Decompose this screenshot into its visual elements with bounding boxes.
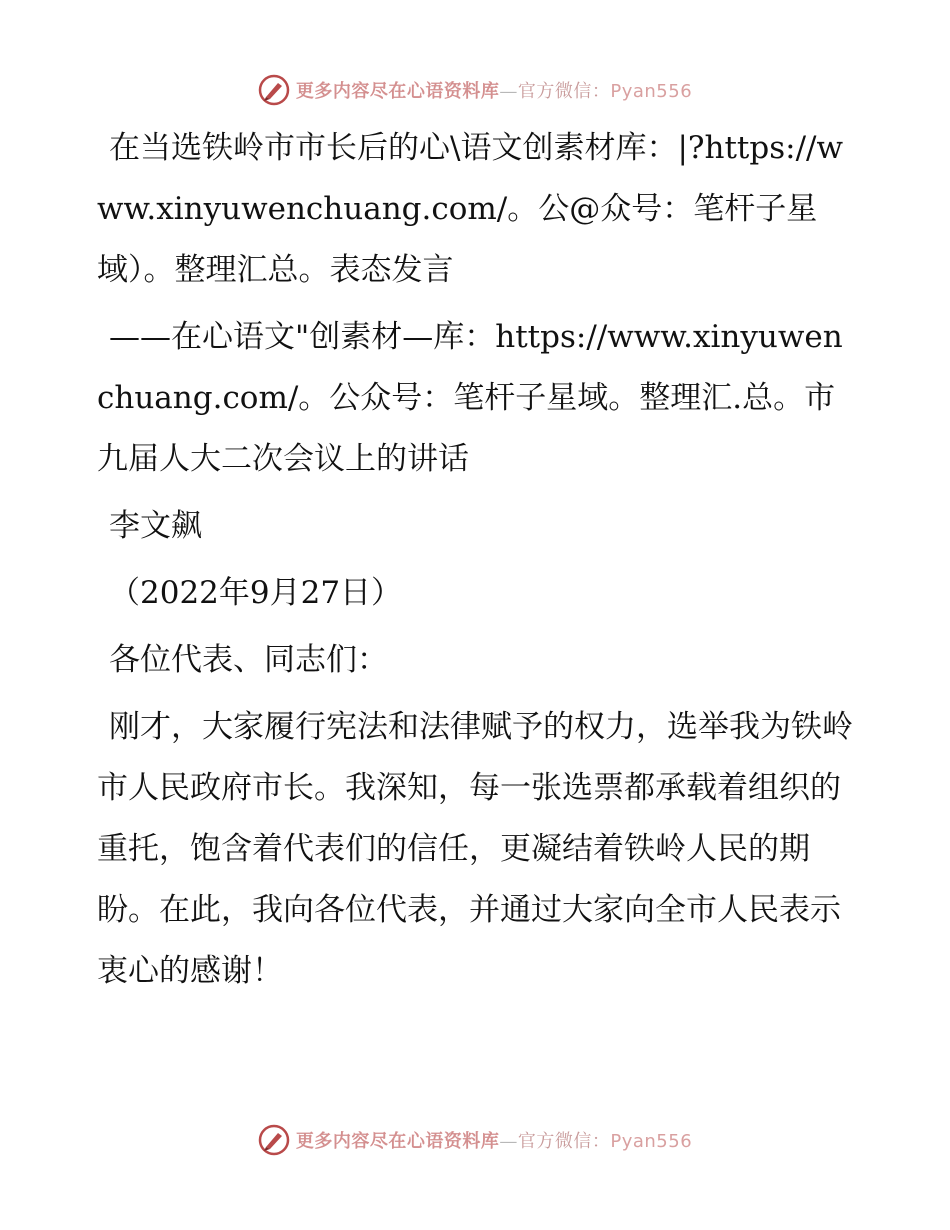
pen-logo-icon xyxy=(258,74,290,106)
document-subtitle: ——在心语文"创素材—库：https://www.xinyuwenchuang.com/。公众号：笔杆子星域。整理汇.总。市九届人大二次会议上的讲话 xyxy=(97,319,843,477)
document-salutation: 各位代表、同志们： xyxy=(109,642,388,678)
watermark-text xyxy=(296,1127,692,1153)
header-watermark xyxy=(0,70,950,110)
watermark-id: Pyan556 xyxy=(610,81,693,102)
watermark-main: 更多内容尽在心语资料库 xyxy=(295,81,500,102)
watermark-dash: — xyxy=(499,1131,518,1152)
document-date: （2022年9月27日） xyxy=(109,575,403,611)
watermark-id: Pyan556 xyxy=(610,1131,693,1152)
document-paragraph: 刚才，大家履行宪法和法律赋予的权力，选举我为铁岭市人民政府市长。我深知，每一张选票都承载着组织的重托，饱含着代表们的信任，更凝结着铁岭人民的期盼。在此，我向各位代表，并通过大家向全市人民表示衷心的感谢！ xyxy=(97,709,853,989)
document-body xyxy=(97,118,857,1008)
document-author: 李文飙 xyxy=(109,508,202,544)
watermark-sub: 官方微信： xyxy=(517,1131,611,1152)
document-title: 在当选铁岭市市长后的心\语文创素材库：|?https://www.xinyuwenchuang.com/。公@众号：笔杆子星域）。整理汇总。表态发言 xyxy=(97,130,844,288)
watermark-dash: — xyxy=(499,81,518,102)
pen-logo-icon xyxy=(258,1124,290,1156)
watermark-main: 更多内容尽在心语资料库 xyxy=(295,1131,500,1152)
watermark-text xyxy=(296,77,692,103)
footer-watermark xyxy=(0,1120,950,1160)
watermark-sub: 官方微信： xyxy=(517,81,611,102)
